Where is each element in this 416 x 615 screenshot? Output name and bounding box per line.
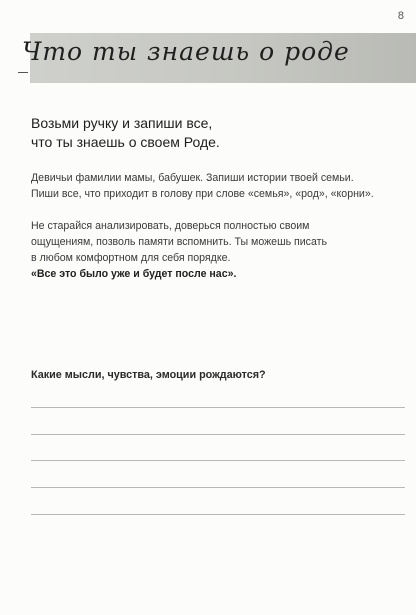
paragraph-family-names: [31, 170, 391, 202]
paragraph-2-line-3: в любом комфортном для себя порядке.: [31, 252, 231, 264]
writing-line[interactable]: [31, 407, 405, 408]
writing-line[interactable]: [31, 487, 405, 488]
writing-line[interactable]: [31, 434, 405, 435]
intro-block: [31, 114, 391, 298]
paragraph-2-line-1: Не старайся анализировать, доверься полностью своим: [31, 220, 310, 232]
paragraph-1-line-1: Девичьи фамилии мамы, бабушек. Запиши истории твоей семьи.: [31, 172, 354, 184]
page-number: 8: [397, 10, 404, 22]
heading-line-1: Возьми ручку и запиши все,: [31, 115, 213, 131]
writing-line[interactable]: [31, 460, 405, 461]
instruction-heading: [31, 114, 391, 152]
paragraph-2-line-2: ощущениям, позволь памяти вспомнить. Ты можешь писать: [31, 236, 328, 248]
quote-text: «Все это было уже и будет после нас».: [31, 268, 237, 280]
page-title: Что ты знаешь о роде: [22, 37, 350, 66]
writing-line[interactable]: [31, 514, 405, 515]
paragraph-instructions: [31, 218, 391, 282]
heading-line-2: что ты знаешь о своем Роде.: [31, 134, 220, 150]
title-underline: [18, 72, 28, 73]
paragraph-1-line-2: Пиши все, что приходит в голову при слове «семья», «род», «корни».: [31, 188, 374, 200]
question-prompt: Какие мысли, чувства, эмоции рождаются?: [31, 369, 266, 381]
